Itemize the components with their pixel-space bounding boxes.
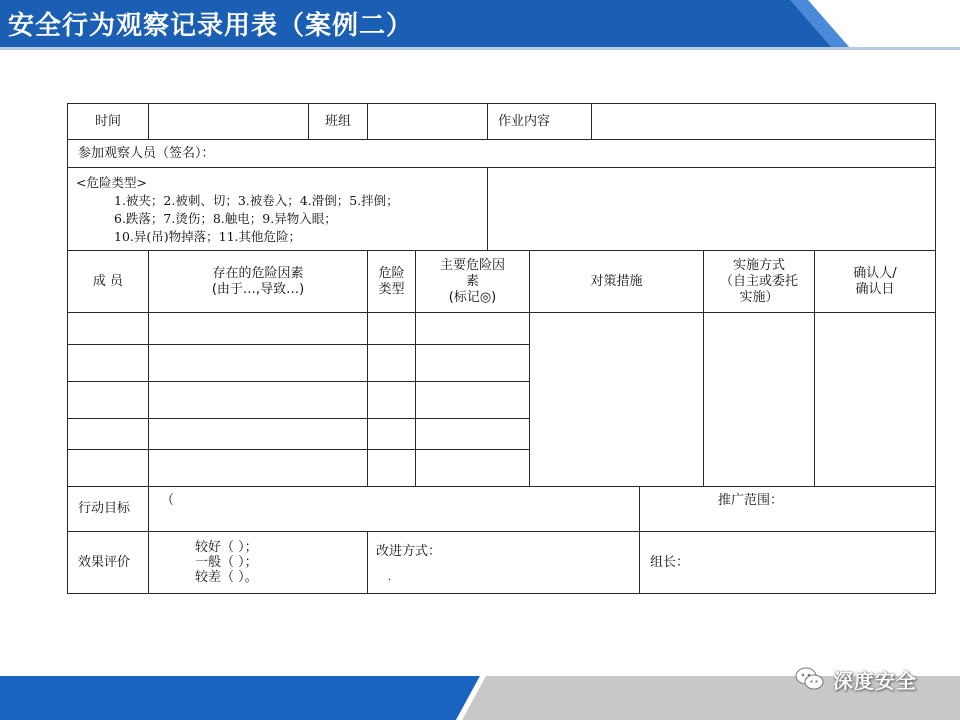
main-risk-cell[interactable]	[416, 419, 530, 450]
observation-form-table	[67, 103, 936, 594]
member-cell[interactable]	[68, 313, 149, 345]
risk-factor-cell[interactable]	[149, 382, 368, 419]
col-risk-factor-line2: (由于…,导致…)	[211, 281, 305, 297]
col-hazard-type-header	[368, 251, 416, 313]
observers-label: 参加观察人员（签名）：	[68, 140, 936, 168]
risk-factor-cell[interactable]	[149, 419, 368, 450]
watermark-text: 深度安全	[833, 668, 917, 693]
effect-eval-label: 效果评价	[68, 532, 149, 594]
hazard-types-line: 10.异(吊)物掉落；11.其他危险；	[114, 229, 302, 244]
wechat-icon	[795, 666, 825, 692]
rating-options[interactable]	[149, 532, 368, 594]
member-cell[interactable]	[68, 450, 149, 487]
header-bar	[0, 0, 960, 50]
confirm-cell[interactable]	[815, 313, 936, 487]
col-risk-factor-header	[149, 251, 368, 313]
col-confirm-line2: 确认日	[855, 281, 895, 297]
hazard-types-row	[68, 168, 936, 251]
observers-row	[68, 140, 936, 168]
slide-title: 安全行为观察记录用表（案例二）	[8, 11, 414, 41]
member-cell[interactable]	[68, 345, 149, 382]
col-countermeasure-header: 对策措施	[530, 251, 704, 313]
rating-poor[interactable]: 较差（ ）。	[195, 570, 258, 585]
col-confirm-header	[815, 251, 936, 313]
hazard-type-cell[interactable]	[368, 450, 416, 487]
action-goal-label: 行动目标	[68, 487, 149, 532]
rating-average[interactable]: 一般（ ）；	[195, 555, 258, 570]
promotion-scope-label[interactable]: 推广范围：	[640, 487, 936, 532]
member-cell[interactable]	[68, 382, 149, 419]
action-goal-value[interactable]: （	[149, 487, 640, 532]
table-row	[68, 313, 936, 345]
hazard-types-line: 1.被夹；2.被刺、切；3.被卷入；4.滑倒；5.拌倒；	[114, 193, 399, 208]
improvement-cell[interactable]	[368, 532, 640, 594]
work-content-label: 作业内容	[488, 104, 592, 140]
member-cell[interactable]	[68, 419, 149, 450]
risk-factor-cell[interactable]	[149, 345, 368, 382]
col-implementation-header	[704, 251, 815, 313]
watermark	[795, 664, 917, 694]
column-header-row	[68, 251, 936, 313]
team-value-cell[interactable]	[368, 104, 488, 140]
hazard-type-cell[interactable]	[368, 382, 416, 419]
time-label: 时间	[68, 104, 149, 140]
col-hazard-type-line2: 类型	[378, 281, 405, 297]
header-underline	[0, 47, 960, 50]
col-member-header: 成 员	[68, 251, 149, 313]
time-value-cell[interactable]	[149, 104, 309, 140]
footer-blue-band	[0, 676, 480, 720]
col-hazard-type-line1: 危险	[378, 265, 405, 281]
risk-factor-cell[interactable]	[149, 450, 368, 487]
main-risk-cell[interactable]	[416, 382, 530, 419]
main-risk-cell[interactable]	[416, 345, 530, 382]
hazard-type-cell[interactable]	[368, 313, 416, 345]
rating-good[interactable]: 较好（ ）；	[195, 540, 258, 555]
work-content-value-cell[interactable]	[592, 104, 936, 140]
col-main-risk-line2: 素	[465, 273, 479, 289]
implementation-cell[interactable]	[704, 313, 815, 487]
main-risk-cell[interactable]	[416, 450, 530, 487]
col-main-risk-header	[416, 251, 530, 313]
hazard-types-heading: <危险类型>	[76, 175, 147, 190]
risk-factor-cell[interactable]	[149, 313, 368, 345]
col-implementation-line2: （自主或委托	[719, 273, 798, 289]
hazard-types-line: 6.跌落；7.烫伤；8.触电；9.异物入眼；	[114, 211, 337, 226]
action-goal-row	[68, 487, 936, 532]
col-implementation-line3: 实施）	[739, 289, 779, 305]
col-main-risk-line1: 主要危险因	[439, 257, 505, 273]
col-confirm-line1: 确认人/	[853, 265, 897, 281]
col-implementation-line1: 实施方式	[732, 257, 785, 273]
improvement-mark: .	[388, 572, 392, 583]
hazard-type-cell[interactable]	[368, 419, 416, 450]
hazard-types-blank-cell[interactable]	[488, 168, 936, 251]
hazard-types-list	[68, 168, 488, 251]
col-main-risk-line3: (标记◎)	[448, 289, 497, 305]
header-info-row	[68, 104, 936, 140]
improvement-label: 改进方式：	[376, 544, 442, 559]
evaluation-row	[68, 532, 936, 594]
col-risk-factor-line1: 存在的危险因素	[212, 265, 304, 281]
hazard-type-cell[interactable]	[368, 345, 416, 382]
team-label: 班组	[309, 104, 368, 140]
main-risk-cell[interactable]	[416, 313, 530, 345]
leader-label[interactable]: 组长：	[640, 532, 936, 594]
countermeasure-cell[interactable]	[530, 313, 704, 487]
